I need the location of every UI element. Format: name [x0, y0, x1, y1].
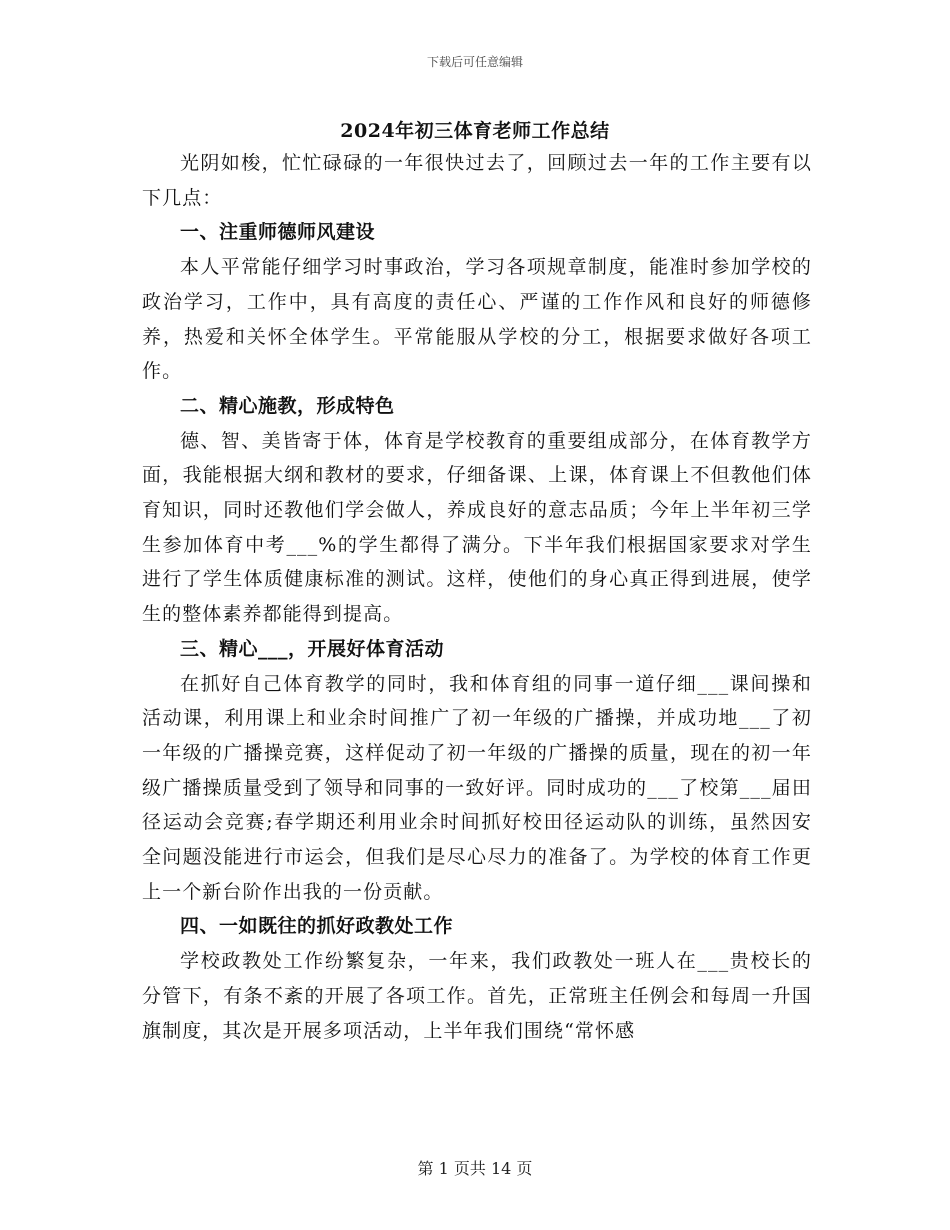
section-body-2: 德、智、美皆寄于体，体育是学校教育的重要组成部分，在体育教学方面，我能根据大纲和教材的要求，仔细备课、上课，体育课上不但教他们体育知识，同时还教他们学会做人，养成良好的意志品质；今年上半年初三学生参加体育中考___%的学生都得了满分。下半年我们根据国家要求对学生进行了学生体质健康标准的测试。这样，使他们的身心真正得到进展，使学生的整体素养都能得到提高。 [142, 429, 812, 626]
page-header-note: 下载后可任意编辑 [426, 55, 523, 69]
section-body-4: 学校政教处工作纷繁复杂，一年来，我们政教处一班人在___贵校长的分管下，有条不紊的开展了各项工作。首先，正常班主任例会和每周一升国旗制度，其次是开展多项活动，上半年我们围绕“常怀感 [142, 950, 812, 1042]
intro-paragraph: 光阴如梭，忙忙碌碌的一年很快过去了，回顾过去一年的工作主要有以下几点： [142, 152, 812, 209]
section-heading-1: 一、注重师德师风建设 [180, 221, 376, 244]
document-body [142, 146, 812, 1048]
document-title: 2024年初三体育老师工作总结 [340, 120, 610, 142]
section-heading-4: 四、一如既往的抓好政教处工作 [180, 915, 454, 938]
section-heading-2: 二、精心施教，形成特色 [180, 394, 395, 417]
page-number: 第 1 页共 14 页 [417, 1159, 533, 1178]
section-body-3: 在抓好自己体育教学的同时，我和体育组的同事一道仔细___课间操和活动课，利用课上和业余时间推广了初一年级的广播操，并成功地___了初一年级的广播操竞赛，这样促动了初一年级的广播操的质量，现在的初一年级广播操质量受到了领导和同事的一致好评。同时成功的___了校第___届田径运动会竞赛;春学期还利用业余时间抓好校田径运动队的训练，虽然因安全问题没能进行市运会，但我们是尽心尽力的准备了。为学校的体育工作更上一个新台阶作出我的一份贡献。 [142, 672, 812, 903]
section-body-1: 本人平常能仔细学习时事政治，学习各项规章制度，能准时参加学校的政治学习，工作中，具有高度的责任心、严谨的工作作风和良好的师德修养，热爱和关怀全体学生。平常能服从学校的分工，根据要求做好各项工作。 [142, 256, 812, 383]
section-heading-3: 三、精心___，开展好体育活动 [180, 637, 445, 660]
